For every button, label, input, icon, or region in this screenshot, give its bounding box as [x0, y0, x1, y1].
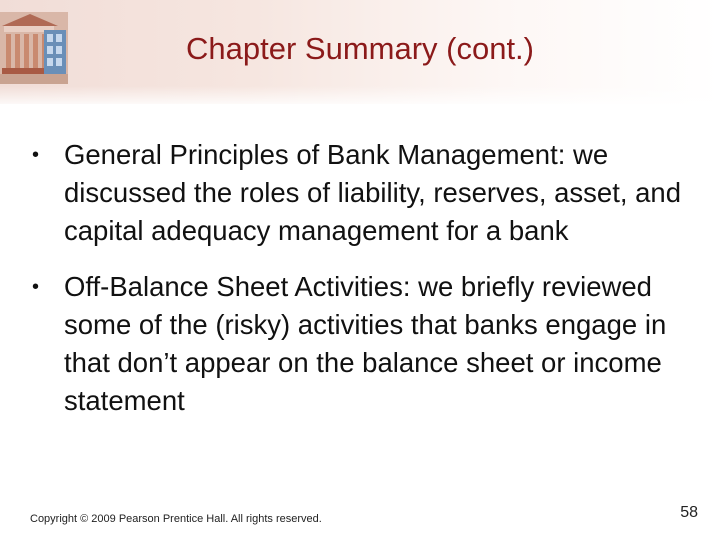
- bullet-list: [32, 136, 692, 420]
- bullet-item: [32, 268, 692, 420]
- header-fade: [0, 86, 720, 108]
- bullet-marker: •: [32, 276, 40, 298]
- slide-number: 58: [680, 504, 698, 521]
- bullet-text: Off-Balance Sheet Activities: we briefly reviewed some of the (risky) activities that banks engage in that don’t appear on the balance sheet or income statement: [64, 271, 667, 416]
- bullet-marker: •: [32, 144, 40, 166]
- bullet-item: [32, 136, 692, 250]
- footer-copyright: Copyright © 2009 Pearson Prentice Hall. All rights reserved.: [30, 513, 322, 525]
- slide-title: Chapter Summary (cont.): [186, 31, 534, 66]
- bullet-text: General Principles of Bank Management: we discussed the roles of liability, reserves, asset, and capital adequacy management for a bank: [64, 139, 682, 246]
- bank-building-icon: [0, 12, 68, 84]
